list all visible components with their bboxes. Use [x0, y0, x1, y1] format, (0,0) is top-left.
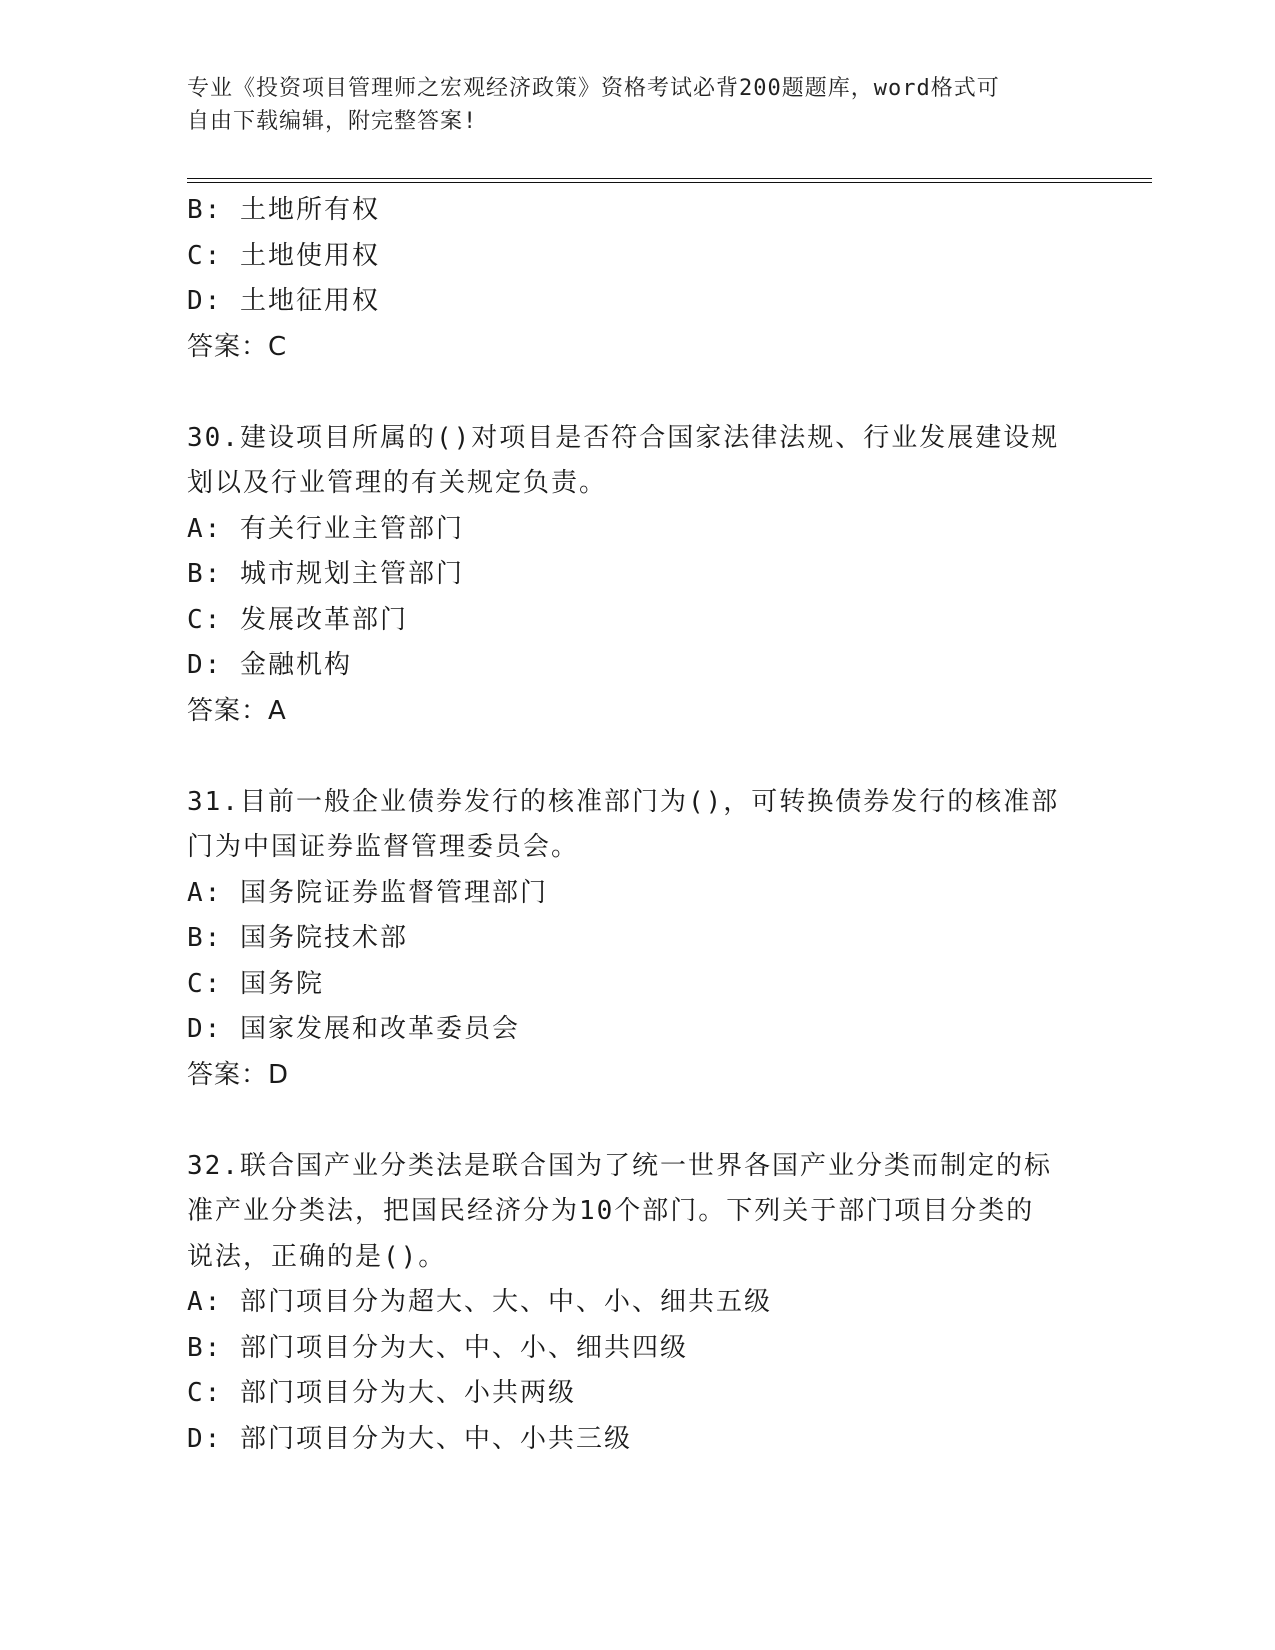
question-text-line: 准产业分类法，把国民经济分为10个部门。下列关于部门项目分类的	[187, 1196, 1035, 1226]
question-30	[187, 416, 1087, 735]
question-32	[187, 1144, 1087, 1463]
header-line-2: 自由下载编辑，附完整答案!	[187, 109, 478, 134]
answer-line: 答案：A	[187, 695, 287, 726]
option-d: D: 部门项目分为大、中、小共三级	[187, 1423, 632, 1454]
option-b: B: 土地所有权	[187, 195, 380, 225]
question-text-line: 30.建设项目所属的()对项目是否符合国家法律法规、行业发展建设规	[187, 422, 1060, 453]
spacer	[187, 1098, 1087, 1144]
option-a: A: 国务院证券监督管理部门	[187, 877, 548, 908]
answer-line: 答案：D	[187, 1059, 290, 1090]
option-c: C: 部门项目分为大、小共两级	[187, 1378, 576, 1408]
option-c: C: 土地使用权	[187, 240, 380, 271]
header-rule-top	[187, 178, 1152, 179]
option-b: B: 国务院技术部	[187, 923, 408, 953]
option-d: D: 国家发展和改革委员会	[187, 1014, 520, 1044]
spacer	[187, 370, 1087, 416]
answer-line: 答案：C	[187, 331, 288, 362]
option-a: A: 有关行业主管部门	[187, 513, 464, 544]
option-d: D: 土地征用权	[187, 286, 380, 316]
question-text-line: 31.目前一般企业债券发行的核准部门为()，可转换债券发行的核准部	[187, 786, 1060, 817]
option-b: B: 城市规划主管部门	[187, 559, 464, 589]
question-text-line: 划以及行业管理的有关规定负责。	[187, 468, 608, 498]
question-text-line: 说法，正确的是()。	[187, 1241, 447, 1272]
header-rule-bottom	[187, 182, 1152, 183]
option-a: A: 部门项目分为超大、大、中、小、细共五级	[187, 1287, 772, 1317]
spacer	[187, 734, 1087, 780]
option-b: B: 部门项目分为大、中、小、细共四级	[187, 1332, 688, 1363]
header-line-1: 专业《投资项目管理师之宏观经济政策》资格考试必背200题题库，word格式可	[187, 76, 1000, 101]
question-29-continued	[187, 188, 1087, 370]
question-text-line: 32.联合国产业分类法是联合国为了统一世界各国产业分类而制定的标	[187, 1150, 1052, 1181]
document-body	[187, 188, 1087, 1462]
question-31	[187, 780, 1087, 1099]
question-text-line: 门为中国证券监督管理委员会。	[187, 832, 580, 862]
option-c: C: 发展改革部门	[187, 604, 408, 635]
option-d: D: 金融机构	[187, 650, 352, 680]
option-c: C: 国务院	[187, 968, 324, 999]
page-header	[187, 72, 1067, 138]
